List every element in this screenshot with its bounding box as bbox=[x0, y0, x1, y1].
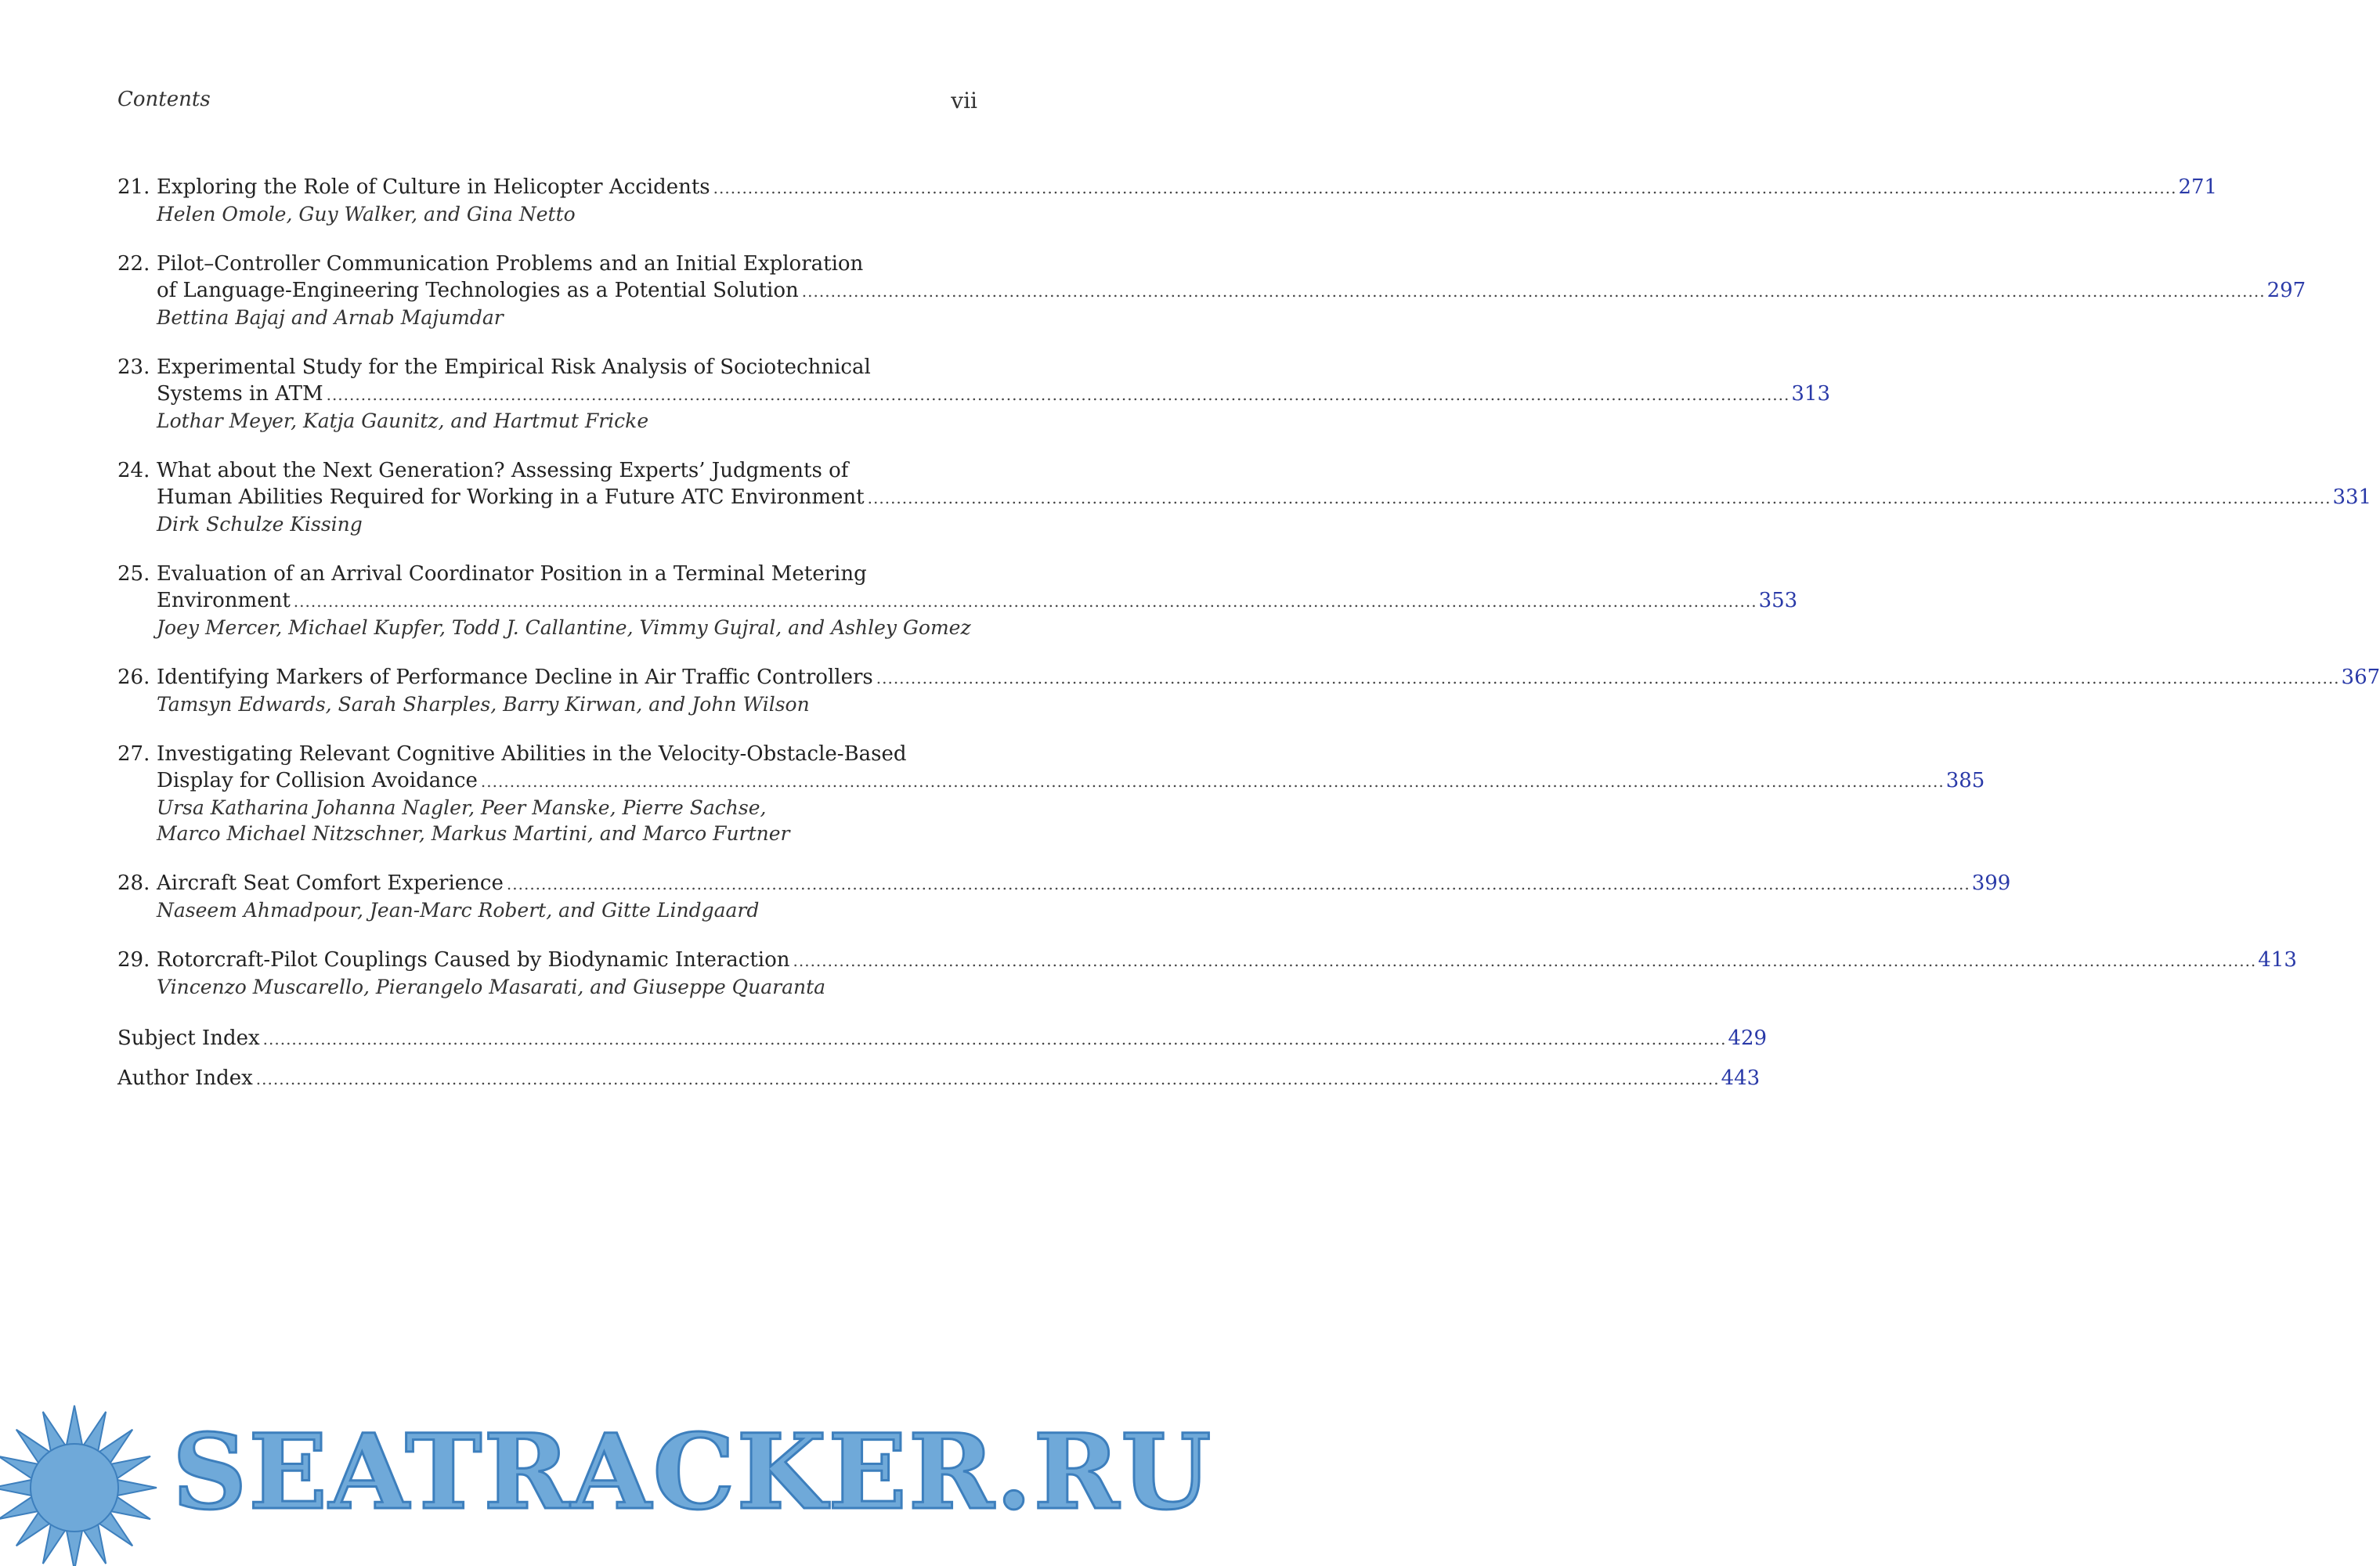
chapter-authors: Lothar Meyer, Katja Gaunitz, and Hartmut Fricke bbox=[157, 410, 649, 432]
dot-leader bbox=[481, 768, 1945, 795]
dot-leader bbox=[793, 947, 2257, 974]
chapter-authors: Naseem Ahmadpour, Jean-Marc Robert, and Gitte Lindgaard bbox=[157, 899, 760, 922]
chapter-title-cont[interactable]: of Language-Engineering Technologies as a Potential Solution bbox=[157, 279, 799, 302]
chapter-page[interactable]: 367 bbox=[2341, 666, 2380, 689]
toc-entry[interactable] bbox=[117, 664, 2380, 717]
page-number: vii bbox=[951, 88, 977, 114]
toc-entry[interactable] bbox=[117, 561, 1798, 640]
dot-leader bbox=[868, 485, 2331, 511]
subject-index-entry[interactable] bbox=[117, 1025, 1768, 1052]
chapter-number: 28. bbox=[117, 871, 150, 895]
chapter-title[interactable]: Experimental Study for the Empirical Risk Analysis of Sociotechnical bbox=[157, 355, 871, 379]
chapter-number: 25. bbox=[117, 562, 150, 586]
chapter-number: 24. bbox=[117, 459, 150, 482]
toc-entry[interactable] bbox=[117, 870, 2011, 923]
chapter-number: 26. bbox=[117, 666, 150, 689]
chapter-title[interactable]: Rotorcraft-Pilot Couplings Caused by Biodynamic Interaction bbox=[157, 948, 790, 972]
chapter-title-cont[interactable]: Environment bbox=[157, 589, 291, 612]
chapter-title-cont[interactable]: Display for Collision Avoidance bbox=[157, 769, 478, 792]
dot-leader bbox=[294, 588, 1757, 615]
chapter-title[interactable]: Exploring the Role of Culture in Helicopter Accidents bbox=[157, 175, 710, 199]
index-label[interactable]: Subject Index bbox=[117, 1027, 260, 1050]
index-page[interactable]: 429 bbox=[1728, 1027, 1768, 1050]
dot-leader bbox=[713, 175, 2177, 201]
chapter-authors: Joey Mercer, Michael Kupfer, Todd J. Callantine, Vimmy Gujral, and Ashley Gomez bbox=[157, 616, 971, 639]
chapter-number: 29. bbox=[117, 948, 150, 972]
chapter-page[interactable]: 313 bbox=[1791, 382, 1831, 406]
dot-leader bbox=[802, 278, 2266, 305]
chapter-title-cont[interactable]: Human Abilities Required for Working in a Future ATC Environment bbox=[157, 485, 865, 509]
toc-entry[interactable] bbox=[117, 457, 2372, 537]
chapter-title[interactable]: Evaluation of an Arrival Coordinator Position in a Terminal Metering bbox=[157, 562, 867, 586]
chapter-page[interactable]: 399 bbox=[1971, 871, 2011, 895]
chapter-authors: Vincenzo Muscarello, Pierangelo Masarati, and Giuseppe Quaranta bbox=[157, 976, 826, 998]
chapter-title[interactable]: Pilot–Controller Communication Problems and an Initial Exploration bbox=[157, 252, 864, 276]
dot-leader bbox=[507, 871, 1970, 897]
chapter-title[interactable]: What about the Next Generation? Assessing Experts’ Judgments of bbox=[157, 459, 849, 482]
chapter-authors: Tamsyn Edwards, Sarah Sharples, Barry Kirwan, and John Wilson bbox=[157, 693, 810, 716]
chapter-title[interactable]: Identifying Markers of Performance Decline in Air Traffic Controllers bbox=[157, 666, 873, 689]
chapter-authors: Helen Omole, Guy Walker, and Gina Netto bbox=[157, 203, 576, 226]
dot-leader bbox=[327, 381, 1790, 408]
toc-entry[interactable] bbox=[117, 741, 1985, 846]
chapter-number: 21. bbox=[117, 175, 150, 199]
chapter-page[interactable]: 331 bbox=[2332, 485, 2372, 509]
toc-entry[interactable] bbox=[117, 174, 2218, 227]
chapter-number: 27. bbox=[117, 742, 150, 766]
chapter-authors-cont: Marco Michael Nitzschner, Markus Martini, and Marco Furtner bbox=[157, 822, 790, 845]
dot-leader bbox=[876, 665, 2340, 691]
chapter-authors: Dirk Schulze Kissing bbox=[157, 513, 363, 536]
chapter-title[interactable]: Aircraft Seat Comfort Experience bbox=[157, 871, 504, 895]
chapter-page[interactable]: 413 bbox=[2258, 948, 2297, 972]
toc-entry[interactable] bbox=[117, 947, 2297, 1000]
dot-leader bbox=[256, 1066, 1720, 1092]
index-label[interactable]: Author Index bbox=[117, 1066, 253, 1090]
chapter-title-cont[interactable]: Systems in ATM bbox=[157, 382, 323, 406]
dot-leader bbox=[263, 1026, 1727, 1052]
table-of-contents bbox=[117, 174, 2380, 1092]
chapter-authors: Bettina Bajaj and Arnab Majumdar bbox=[157, 306, 504, 329]
toc-entry[interactable] bbox=[117, 251, 2306, 330]
author-index-entry[interactable] bbox=[117, 1065, 1761, 1092]
chapter-authors: Ursa Katharina Johanna Nagler, Peer Manske, Pierre Sachse, bbox=[157, 796, 767, 819]
index-page[interactable]: 443 bbox=[1721, 1066, 1761, 1090]
toc-entry[interactable] bbox=[117, 354, 1831, 434]
running-head-title: Contents bbox=[117, 88, 211, 111]
running-head bbox=[117, 88, 977, 113]
chapter-number: 23. bbox=[117, 355, 150, 379]
chapter-page[interactable]: 353 bbox=[1758, 589, 1798, 612]
watermark-text: SEATRACKER.RU bbox=[172, 1412, 1213, 1533]
chapter-page[interactable]: 385 bbox=[1945, 769, 1985, 792]
chapter-page[interactable]: 297 bbox=[2266, 279, 2306, 302]
chapter-number: 22. bbox=[117, 252, 150, 276]
chapter-title[interactable]: Investigating Relevant Cognitive Abilities in the Velocity-Obstacle-Based bbox=[157, 742, 907, 766]
chapter-page[interactable]: 271 bbox=[2178, 175, 2218, 199]
